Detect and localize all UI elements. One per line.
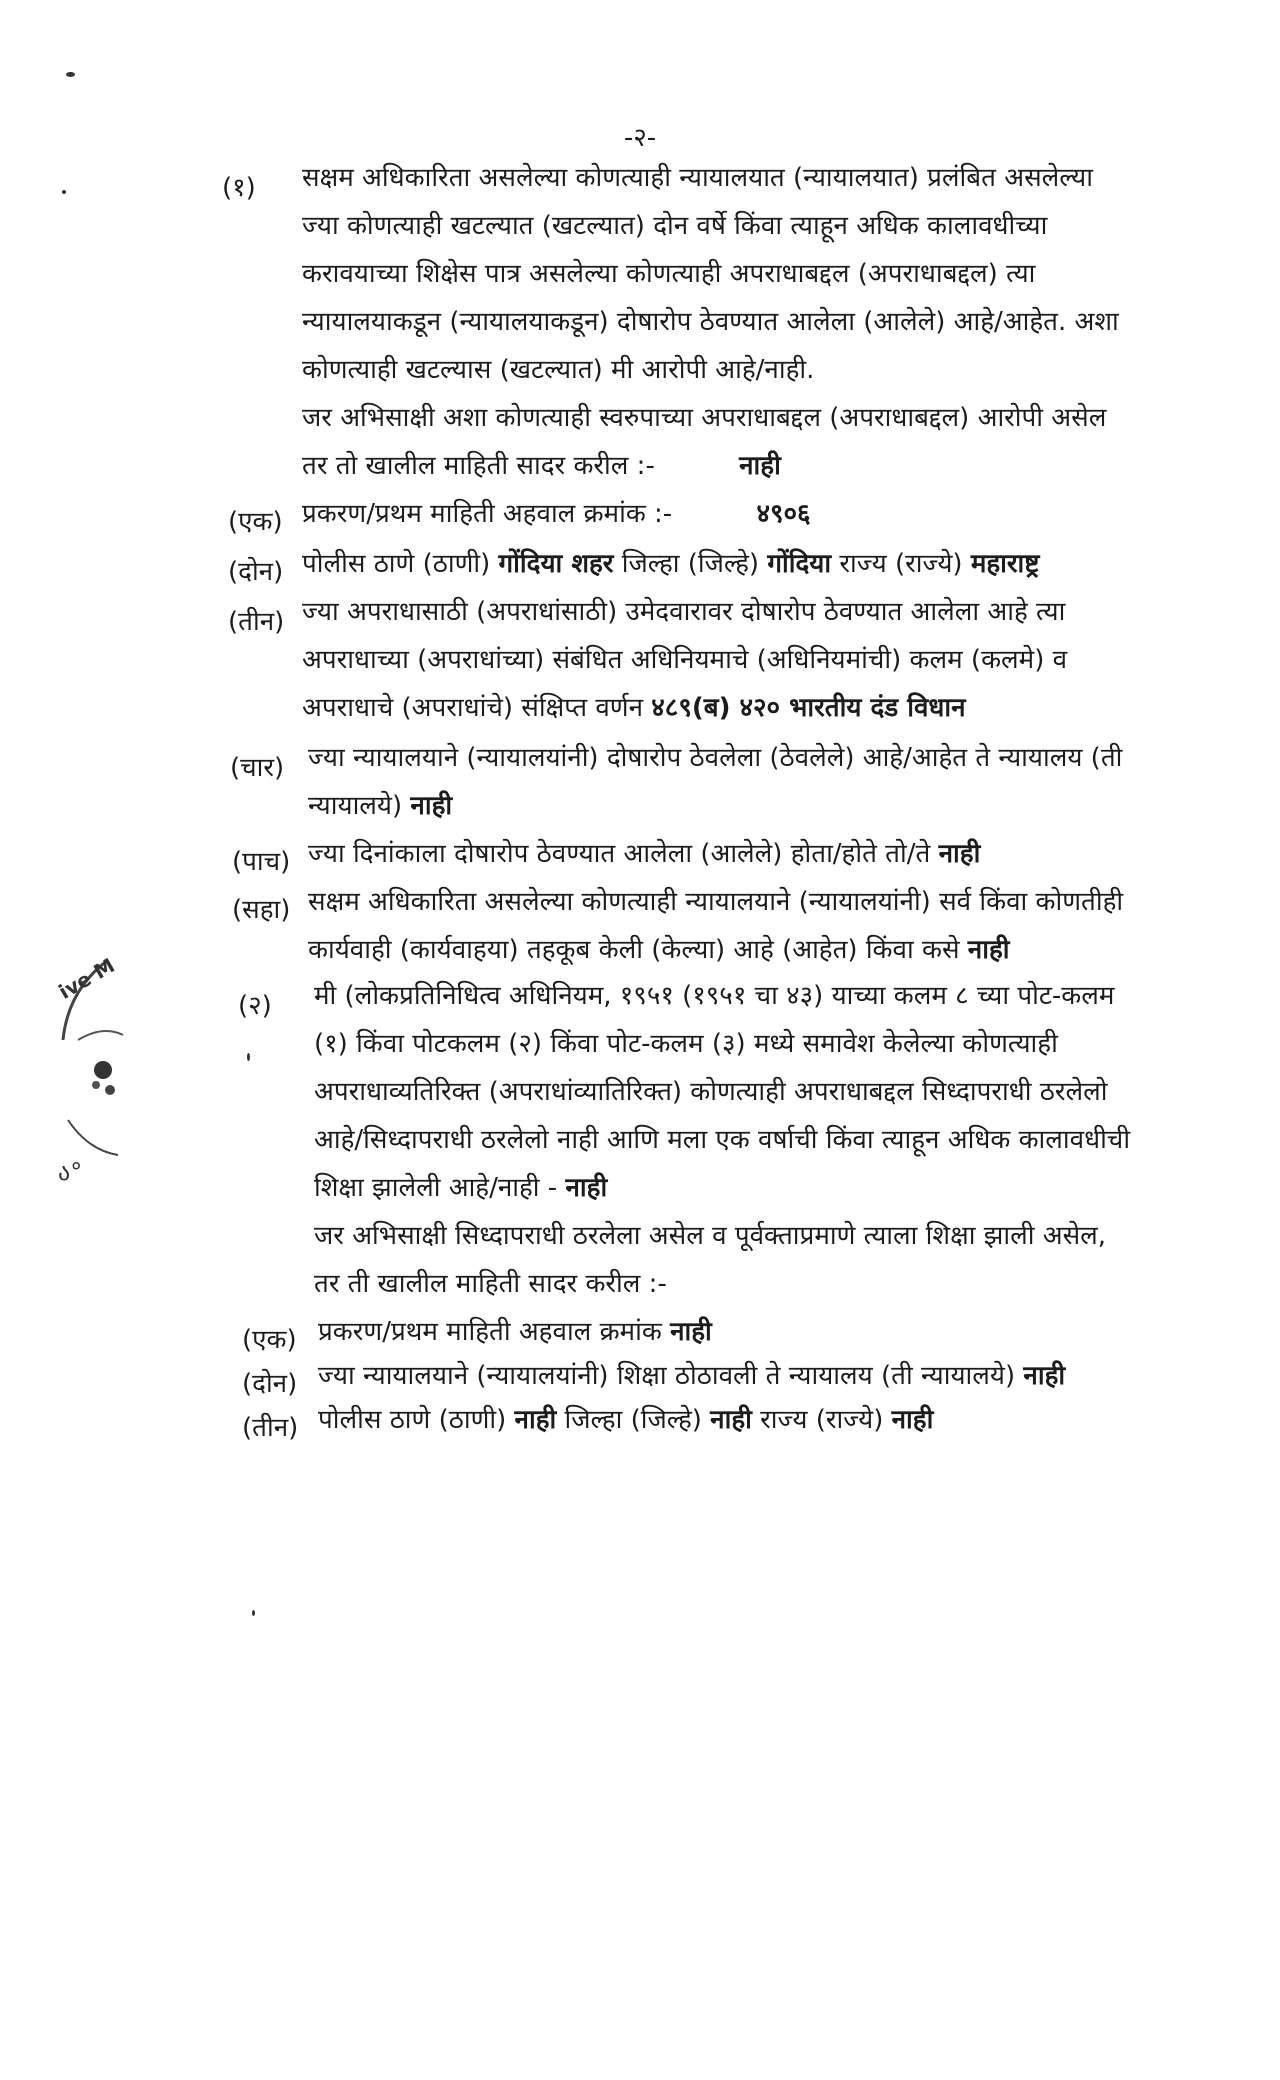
section-marker: (२): [238, 991, 272, 1021]
text-line: ज्या अपराधासाठी (अपराधांसाठी) उमेदवारावर दोषारोप ठेवण्यात आलेला आहे त्या: [302, 597, 1066, 627]
answer-value: नाही: [565, 1173, 608, 1203]
text: प्रकरण/प्रथम माहिती अहवाल क्रमांक :-: [302, 499, 673, 529]
page-number: -२-: [623, 123, 657, 153]
item-marker: (सहा): [232, 895, 291, 925]
item-marker: (एक): [228, 507, 283, 537]
text: राज्य (राज्ये): [839, 549, 963, 579]
item-marker: (पाच): [232, 847, 291, 877]
district: गोंदिया: [767, 549, 832, 579]
text-line: न्यायालयाकडून (न्यायालयाकडून) दोषारोप ठेवण्यात आलेला (आलेले) आहे/आहेत. अशा: [302, 307, 1119, 337]
text: प्रकरण/प्रथम माहिती अहवाल क्रमांक: [318, 1317, 662, 1347]
text-line: ज्या न्यायालयाने (न्यायालयांनी) दोषारोप ठेवलेला (ठेवलेले) आहे/आहेत ते न्यायालय (ती: [308, 743, 1123, 773]
text: ज्या दिनांकाला दोषारोप ठेवण्यात आलेला (आलेले) होता/होते तो/ते: [308, 839, 931, 869]
text-line: सक्षम अधिकारिता असलेल्या कोणत्याही न्यायालयाने (न्यायालयांनी) सर्व किंवा कोणतीही: [308, 887, 1124, 917]
answer-value: नाही: [967, 935, 1010, 965]
text-line: [318, 1402, 933, 1438]
answer-value: नाही: [410, 791, 453, 821]
text-line: जर अभिसाक्षी अशा कोणत्याही स्वरुपाच्या अपराधाबद्दल (अपराधाबद्दल) आरोपी असेल: [302, 403, 1107, 433]
text-line: ज्या कोणत्याही खटल्यात (खटल्यात) दोन वर्षे किंवा त्याहून अधिक कालावधीच्या: [302, 211, 1048, 241]
text-line: [314, 1170, 607, 1206]
answer-value: नाही: [739, 451, 781, 481]
text-line: अपराधाच्या (अपराधांच्या) संबंधित अधिनियमाचे (अधिनियमांची) कलम (कलमे) व: [302, 645, 1068, 675]
answer-value: नाही: [891, 1405, 934, 1435]
text-line: [308, 788, 452, 824]
answer-value: नाही: [514, 1405, 557, 1435]
text-line: [308, 836, 980, 872]
text-line: जर अभिसाक्षी सिध्दापराधी ठरलेला असेल व पूर्वक्ताप्रमाणे त्याला शिक्षा झाली असेल,: [314, 1221, 1107, 1251]
text-line: [318, 1314, 712, 1350]
text-line: करावयाच्या शिक्षेस पात्र असलेल्या कोणत्याही अपराधाबद्दल (अपराधाबद्दल) त्या: [302, 259, 1036, 289]
item-marker: (तीन): [228, 607, 285, 637]
text: ज्या न्यायालयाने (न्यायालयांनी) शिक्षा ठोठावली ते न्यायालय (ती न्यायालये): [318, 1361, 1016, 1391]
scan-speck: [62, 190, 66, 194]
scan-speck: [252, 1610, 255, 1616]
text-line: [308, 932, 1010, 968]
item-marker: (तीन): [242, 1413, 299, 1443]
text: राज्य (राज्ये): [760, 1405, 884, 1435]
text: पोलीस ठाणे (ठाणी): [302, 549, 491, 579]
text: अपराधाचे (अपराधांचे) संक्षिप्त वर्णन: [302, 693, 644, 723]
text-line: कोणत्याही खटल्यास (खटल्यात) मी आरोपी आहे/नाही.: [302, 355, 815, 385]
text-line: तर ती खालील माहिती सादर करील :-: [314, 1269, 667, 1299]
partial-stamp-mark: [48, 950, 138, 1200]
text-line: [318, 1358, 1065, 1394]
answer-value: नाही: [670, 1317, 712, 1347]
police-station: गोंदिया शहर: [498, 549, 614, 579]
answer-value: नाही: [710, 1405, 752, 1435]
text-line: (१) किंवा पोटकलम (२) किंवा पोट-कलम (३) मध्ये समावेश केलेल्या कोणत्याही: [314, 1029, 1058, 1059]
text-line: मी (लोकप्रतिनिधित्व अधिनियम, १९५१ (१९५१ चा ४३) याच्या कलम ८ च्या पोट-कलम: [314, 981, 1115, 1011]
section-marker: (१): [222, 173, 256, 203]
text: पोलीस ठाणे (ठाणी): [318, 1405, 507, 1435]
text-line: [302, 546, 1039, 582]
text: न्यायालये): [308, 791, 403, 821]
text: तर तो खालील माहिती सादर करील :-: [302, 451, 655, 481]
answer-value: नाही: [1023, 1361, 1066, 1391]
fir-number: ४९०६: [756, 499, 811, 529]
text-line: आहे/सिध्दापराधी ठरलेलो नाही आणि मला एक वर्षाची किंवा त्याहून अधिक कालावधीची: [314, 1125, 1131, 1155]
text-line: [302, 496, 811, 532]
text-line: सक्षम अधिकारिता असलेल्या कोणत्याही न्यायालयात (न्यायालयात) प्रलंबित असलेल्या: [302, 163, 1093, 193]
offence-sections: ४८९(ब) ४२० भारतीय दंड विधान: [651, 693, 966, 723]
item-marker: (दोन): [242, 1369, 298, 1399]
state: महाराष्ट्र: [970, 549, 1040, 579]
item-marker: (चार): [230, 753, 285, 783]
text: कार्यवाही (कार्यवाहया) तहकूब केली (केल्या) आहे (आहेत) किंवा कसे: [308, 935, 960, 965]
item-marker: (एक): [242, 1325, 297, 1355]
item-marker: (दोन): [228, 557, 284, 587]
svg-text:ive M: ive M: [54, 953, 119, 1004]
svg-text:ა°: ა°: [58, 1158, 83, 1186]
scan-speck: [247, 1053, 250, 1061]
text-line: [302, 448, 781, 484]
text-line: [302, 690, 966, 726]
text: जिल्हा (जिल्हे): [621, 549, 760, 579]
scan-speck: [66, 72, 75, 77]
answer-value: नाही: [938, 839, 981, 869]
text-line: अपराधाव्यतिरिक्त (अपराधांव्यातिरिक्त) कोणत्याही अपराधाबद्दल सिध्दापराधी ठरलेलो: [314, 1077, 1108, 1107]
text: जिल्हा (जिल्हे): [564, 1405, 702, 1435]
text: शिक्षा झालेली आहे/नाही -: [314, 1173, 558, 1203]
